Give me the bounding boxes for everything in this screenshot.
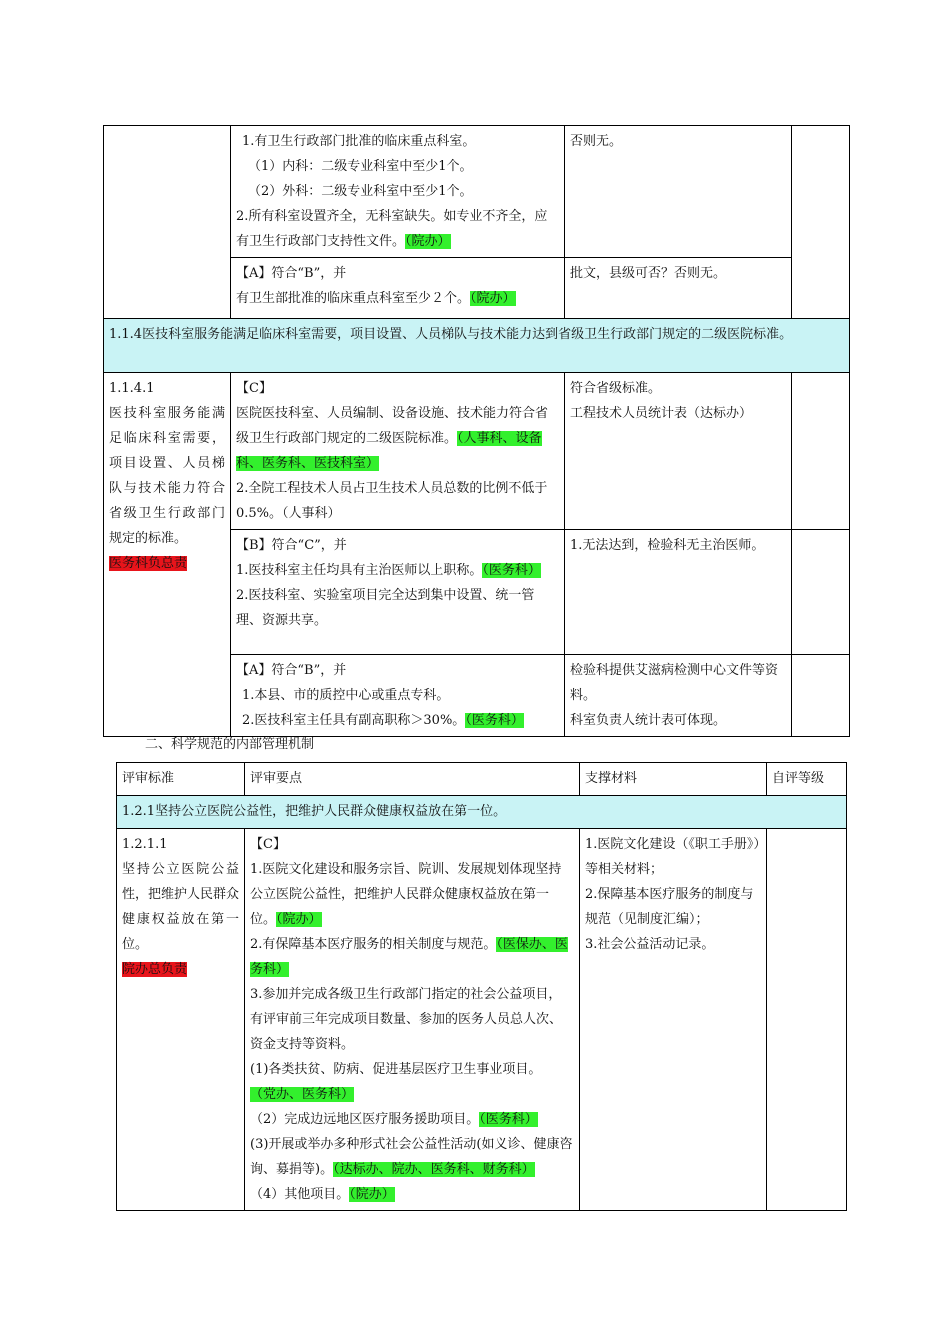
dept-tag: （医务科） bbox=[482, 563, 541, 578]
criteria-line: 医院医技科室、人员编制、设备设施、技术能力符合省级卫生行政部门规定的二级医院标准。 bbox=[236, 406, 549, 446]
level-heading: 【C】 bbox=[236, 381, 272, 396]
dept-tag: （医务科） bbox=[465, 713, 524, 728]
dept-tag: （院办） bbox=[349, 1187, 395, 1202]
criteria-line: （2）完成边远地区医疗服务援助项目。 bbox=[250, 1112, 480, 1127]
column-header: 支撑材料 bbox=[580, 763, 767, 796]
level-heading: 【C】 bbox=[250, 837, 286, 852]
self-rating-cell bbox=[792, 530, 850, 655]
standard-code: 1.2.1.1 bbox=[122, 837, 168, 852]
criteria-line: 1.有卫生行政部门批准的临床重点科室。 bbox=[242, 134, 476, 149]
standard-code: 1.1.4.1 bbox=[109, 381, 155, 396]
support-line: 工程技术人员统计表（达标办） bbox=[570, 406, 753, 421]
section-row bbox=[104, 319, 850, 373]
standards-table-2 bbox=[116, 762, 847, 1211]
standard-cell bbox=[104, 373, 231, 737]
section-title: 1.1.4医技科室服务能满足临床科室需要，项目设置、人员梯队与技术能力达到省级卫生行政部门规定的二级医院标准。 bbox=[104, 319, 850, 373]
dept-tag: （院办） bbox=[470, 291, 516, 306]
owner-badge: 医务科负总责 bbox=[109, 556, 188, 571]
support-cell: 1.无法达到，检验科无主治医师。 bbox=[565, 530, 792, 655]
support-cell bbox=[565, 655, 792, 737]
table-row bbox=[117, 829, 847, 1211]
table-row bbox=[104, 373, 850, 530]
dept-tag: （医务科） bbox=[479, 1112, 538, 1127]
standards-table-1 bbox=[103, 125, 850, 737]
dept-tag: （党办、医务科） bbox=[250, 1087, 355, 1102]
support-line: 科室负责人统计表可体现。 bbox=[570, 713, 727, 728]
column-header: 评审标准 bbox=[117, 763, 245, 796]
criteria-cell bbox=[245, 829, 580, 1211]
self-rating-cell bbox=[767, 829, 847, 1211]
criteria-line: （2）外科：二级专业科室中至少1个。 bbox=[248, 184, 473, 199]
section-title: 1.2.1坚持公立医院公益性，把维护人民群众健康权益放在第一位。 bbox=[117, 796, 847, 829]
support-line: 检验科提供艾滋病检测中心文件等资料。 bbox=[570, 663, 779, 703]
criteria-line: 2.所有科室设置齐全，无科室缺失。如专业不齐全，应有卫生行政部门支持性文件。 bbox=[236, 209, 548, 249]
criteria-line: 1.医技科室主任均具有主治医师以上职称。 bbox=[236, 563, 483, 578]
owner-badge: 院办总负责 bbox=[122, 962, 188, 977]
level-heading: 【A】符合“B”，并 bbox=[236, 663, 347, 678]
criteria-line: 2.有保障基本医疗服务的相关制度与规范。 bbox=[250, 937, 497, 952]
criteria-cell bbox=[231, 530, 565, 655]
dept-tag: （院办） bbox=[276, 912, 322, 927]
support-cell bbox=[565, 373, 792, 530]
support-line: 符合省级标准。 bbox=[570, 381, 662, 396]
level-heading: 【B】符合“C”，并 bbox=[236, 538, 347, 553]
criteria-line: （4）其他项目。 bbox=[250, 1187, 350, 1202]
header-row bbox=[117, 763, 847, 796]
criteria-line: 2.医技科室主任具有副高职称＞30%。 bbox=[242, 713, 466, 728]
section-row bbox=[117, 796, 847, 829]
standard-cell bbox=[117, 829, 245, 1211]
criteria-cell bbox=[231, 258, 565, 319]
empty-cell bbox=[104, 126, 231, 319]
table-row bbox=[104, 126, 850, 258]
column-header: 评审要点 bbox=[245, 763, 580, 796]
support-cell bbox=[580, 829, 767, 1211]
criteria-line: 3.参加并完成各级卫生行政部门指定的社会公益项目，有评审前三年完成项目数量、参加的医务人员总人次、资金支持等资料。 bbox=[250, 987, 563, 1052]
criteria-cell bbox=[231, 655, 565, 737]
self-rating-cell bbox=[792, 655, 850, 737]
criteria-line: 【A】符合“B”，并 bbox=[236, 266, 347, 281]
standard-desc: 医技科室服务能满足临床科室需要，项目设置、人员梯队与技术能力符合省级卫生行政部门规定的标准。 bbox=[109, 406, 225, 546]
self-rating-cell bbox=[792, 126, 850, 319]
support-line: 3.社会公益活动记录。 bbox=[585, 937, 715, 952]
support-cell: 否则无。 bbox=[565, 126, 792, 258]
criteria-line: 2.全院工程技术人员占卫生技术人员总数的比例不低于0.5%。（人事科） bbox=[236, 481, 548, 521]
support-line: 2.保障基本医疗服务的制度与规范（见制度汇编）； bbox=[585, 887, 754, 927]
section-heading: 二、科学规范的内部管理机制 bbox=[145, 737, 315, 752]
criteria-line: (1)各类扶贫、防病、促进基层医疗卫生事业项目。 bbox=[250, 1062, 542, 1077]
criteria-line: 1.本县、市的质控中心或重点专科。 bbox=[242, 688, 450, 703]
support-line: 1.医院文化建设（《职工手册》）等相关材料； bbox=[585, 837, 760, 877]
dept-tag: （人事科、设备科、医务科、医技科室） bbox=[236, 431, 542, 471]
self-rating-cell bbox=[792, 373, 850, 530]
criteria-line: (3)开展或举办多种形式社会公益性活动(如义诊、健康咨询、募捐等)。 bbox=[250, 1137, 573, 1177]
dept-tag: （医保办、医务科） bbox=[250, 937, 568, 977]
criteria-line: 1.医院文化建设和服务宗旨、院训、发展规划体现坚持公立医院公益性，把维护人民群众健康权益放在第一位。 bbox=[250, 862, 562, 927]
support-cell: 批文，县级可否？否则无。 bbox=[565, 258, 792, 319]
criteria-line: 2.医技科室、实验室项目完全达到集中设置、统一管理、资源共享。 bbox=[236, 588, 535, 628]
criteria-line: （1）内科：二级专业科室中至少1个。 bbox=[248, 159, 473, 174]
dept-tag: （达标办、院办、医务科、财务科） bbox=[333, 1162, 535, 1177]
criteria-line: 有卫生部批准的临床重点科室至少２个。 bbox=[236, 291, 471, 306]
criteria-cell bbox=[231, 373, 565, 530]
dept-tag: （院办） bbox=[405, 234, 451, 249]
column-header: 自评等级 bbox=[767, 763, 847, 796]
standard-desc: 坚持公立医院公益性，把维护人民群众健康权益放在第一位。 bbox=[122, 862, 240, 952]
criteria-cell bbox=[231, 126, 565, 258]
